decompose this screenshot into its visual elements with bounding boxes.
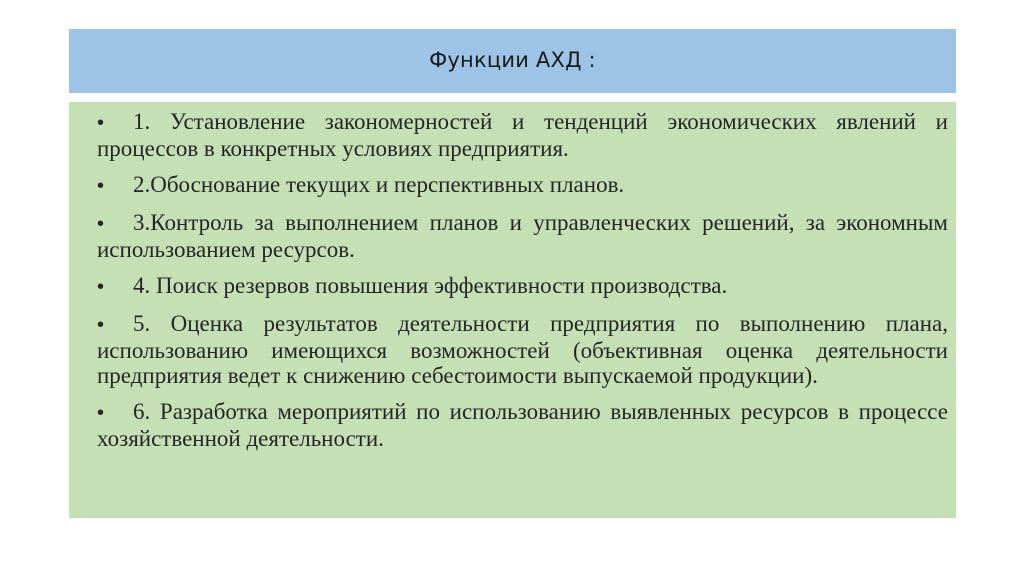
list-item-text: 6. Разработка мероприятий по использованию выявленных ресурсов в процессе хозяйственной деятельности. <box>97 399 948 451</box>
title-bar <box>69 29 956 93</box>
bullet-icon: • <box>97 112 105 134</box>
list-item <box>97 172 948 199</box>
slide-title: Функции АХД : <box>429 48 596 72</box>
list-item <box>97 109 948 161</box>
list-item-text: 3.Контроль за выполнением планов и управленческих решений, за экономным использованием ресурсов. <box>97 210 948 262</box>
list-item <box>97 210 948 262</box>
list-item <box>97 273 948 300</box>
bullet-icon: • <box>97 175 105 197</box>
bullet-icon: • <box>97 276 105 298</box>
list-item-text: 2.Обоснование текущих и перспективных планов. <box>133 172 625 197</box>
bullet-icon: • <box>97 314 105 336</box>
bullet-icon: • <box>97 402 105 424</box>
list-item-text: 1. Установление закономерностей и тенденций экономических явлений и процессов в конкретных условиях предприятия. <box>97 109 948 161</box>
list-item-text: 4. Поиск резервов повышения эффективности производства. <box>133 273 728 298</box>
list-item <box>97 399 948 451</box>
content-box <box>69 102 956 518</box>
list-item <box>97 311 948 388</box>
list-item-text: 5. Оценка результатов деятельности предприятия по выполнению плана, использованию имеющихся возможностей (объективная оценка деятельности предприятия ведет к снижению себестоимости выпускаемой продукции). <box>97 311 948 388</box>
function-list <box>97 109 948 451</box>
bullet-icon: • <box>97 213 105 235</box>
